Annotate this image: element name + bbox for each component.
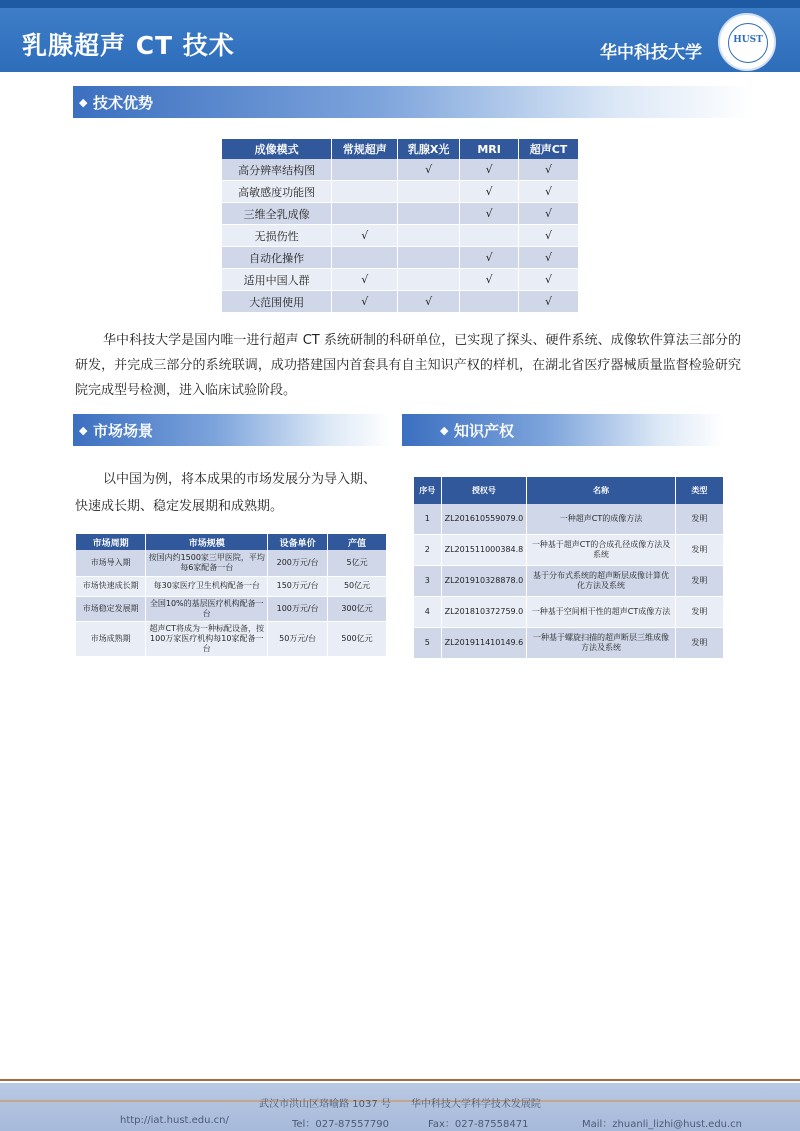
footer-address: 武汉市洪山区珞喻路 1037 号 华中科技大学科学技术发展院 <box>259 1099 541 1110</box>
table-cell: 按国内约1500家三甲医院，平均每6家配备一台 <box>146 550 268 576</box>
patent-table <box>414 477 724 659</box>
logo-ring <box>728 23 768 63</box>
footer-tel: Tel：027-87557790 <box>292 1119 389 1130</box>
table-cell: 50亿元 <box>328 576 387 596</box>
column-header: 类型 <box>675 477 723 504</box>
table-cell: √ <box>519 159 579 181</box>
table-cell: √ <box>398 159 460 181</box>
table-cell: √ <box>332 291 398 313</box>
section-header-market <box>73 414 391 446</box>
table-cell <box>398 225 460 247</box>
table-cell: √ <box>460 181 519 203</box>
section-title-market: 市场场景 <box>93 422 154 440</box>
table-row <box>76 550 387 576</box>
section-header-advantages <box>73 86 753 118</box>
table-cell: 适用中国人群 <box>222 269 332 291</box>
table-cell: 200万元/台 <box>268 550 328 576</box>
table-header-row <box>222 139 579 159</box>
table-row <box>414 628 724 659</box>
table-cell: 大范围使用 <box>222 291 332 313</box>
market-paragraph: 以中国为例，将本成果的市场发展分为导入期、快速成长期、稳定发展期和成熟期。 <box>75 472 377 514</box>
table-row <box>76 576 387 596</box>
column-header: 市场规模 <box>146 534 268 550</box>
table-cell: ZL201911410149.6 <box>441 628 527 659</box>
table-cell <box>332 181 398 203</box>
table-cell: √ <box>460 203 519 225</box>
table-cell: √ <box>460 159 519 181</box>
footer-mail-link[interactable]: Mail：zhuanli_lizhi@hust.edu.cn <box>582 1119 743 1130</box>
table-row <box>414 535 724 566</box>
table-cell: 150万元/台 <box>268 576 328 596</box>
table-cell: 发明 <box>675 566 723 597</box>
table-cell: 1 <box>414 504 441 535</box>
table-cell: 500亿元 <box>328 621 387 656</box>
table-cell: 3 <box>414 566 441 597</box>
table-cell: 4 <box>414 597 441 628</box>
table-cell <box>398 181 460 203</box>
table-cell: 市场导入期 <box>76 550 146 576</box>
table-row <box>222 269 579 291</box>
table-cell: 市场成熟期 <box>76 621 146 656</box>
market-table <box>76 534 387 657</box>
table-cell: √ <box>519 225 579 247</box>
table-cell: 一种基于空间相干性的超声CT成像方法 <box>527 597 676 628</box>
table-cell: √ <box>460 269 519 291</box>
diamond-bullet-icon: ◆ <box>79 96 88 109</box>
column-header: 市场周期 <box>76 534 146 550</box>
table-cell: 市场稳定发展期 <box>76 596 146 621</box>
table-cell <box>398 203 460 225</box>
table-cell <box>398 269 460 291</box>
header-stripe <box>0 0 800 8</box>
table-cell: √ <box>519 269 579 291</box>
table-cell: √ <box>519 291 579 313</box>
column-header: MRI <box>460 139 519 159</box>
section-title-advantages: 技术优势 <box>93 94 154 112</box>
diamond-bullet-icon: ◆ <box>440 424 449 437</box>
table-cell: 发明 <box>675 628 723 659</box>
table-cell: √ <box>519 181 579 203</box>
table-cell: 发明 <box>675 504 723 535</box>
table-cell: 发明 <box>675 535 723 566</box>
comparison-table <box>222 139 579 313</box>
column-header: 乳腺X光 <box>398 139 460 159</box>
section-title-ip: 知识产权 <box>454 422 515 440</box>
table-cell: 一种超声CT的成像方法 <box>527 504 676 535</box>
advantages-paragraph: 华中科技大学是国内唯一进行超声 CT 系统研制的科研单位，已实现了探头、硬件系统、成像软件算法三部分的研发，并完成三部分的系统联调，成功搭建国内首套具有自主知识产权的样机，在湖北省医疗器械质量监督检验研究院完成型号检测，进入临床试验阶段。 <box>75 333 741 398</box>
footer-fax: Fax：027-87558471 <box>428 1119 529 1130</box>
table-cell: 全国10%的基层医疗机构配备一台 <box>146 596 268 621</box>
table-cell <box>332 159 398 181</box>
table-header-row <box>76 534 387 550</box>
column-header: 名称 <box>527 477 676 504</box>
table-cell: 5 <box>414 628 441 659</box>
table-cell: 高敏感度功能图 <box>222 181 332 203</box>
column-header: 序号 <box>414 477 441 504</box>
table-row <box>414 504 724 535</box>
table-cell: 自动化操作 <box>222 247 332 269</box>
table-cell: √ <box>332 269 398 291</box>
table-row <box>414 597 724 628</box>
column-header: 授权号 <box>441 477 527 504</box>
table-cell: 一种基于螺旋扫描的超声断层三维成像方法及系统 <box>527 628 676 659</box>
table-cell <box>398 247 460 269</box>
table-row <box>222 159 579 181</box>
table-cell: √ <box>519 203 579 225</box>
footer-website-link[interactable]: http://iat.hust.edu.cn/ <box>120 1115 229 1126</box>
footer-rule <box>0 1079 800 1081</box>
table-cell: 300亿元 <box>328 596 387 621</box>
column-header: 常规超声 <box>332 139 398 159</box>
table-cell: 5亿元 <box>328 550 387 576</box>
table-cell <box>460 225 519 247</box>
table-cell <box>460 291 519 313</box>
table-cell: √ <box>460 247 519 269</box>
page-title: 乳腺超声 CT 技术 <box>22 31 235 60</box>
table-cell <box>332 247 398 269</box>
table-row <box>222 247 579 269</box>
table-cell: √ <box>519 247 579 269</box>
table-cell: 基于分布式系统的超声断层成像计算优化方法及系统 <box>527 566 676 597</box>
table-header-row <box>414 477 724 504</box>
org-name: 华中科技大学 <box>600 43 702 63</box>
table-cell: √ <box>398 291 460 313</box>
table-row <box>222 225 579 247</box>
table-cell: 一种基于超声CT的合成孔径成像方法及系统 <box>527 535 676 566</box>
table-row <box>222 291 579 313</box>
column-header: 超声CT <box>519 139 579 159</box>
table-row <box>76 596 387 621</box>
table-cell: ZL201511000384.8 <box>441 535 527 566</box>
table-cell: 超声CT将成为一种标配设备，按100万家医疗机构每10家配备一台 <box>146 621 268 656</box>
table-cell: 100万元/台 <box>268 596 328 621</box>
table-cell: 三维全乳成像 <box>222 203 332 225</box>
table-cell: 发明 <box>675 597 723 628</box>
table-cell: 50万元/台 <box>268 621 328 656</box>
table-cell: 2 <box>414 535 441 566</box>
table-row <box>414 566 724 597</box>
table-cell: √ <box>332 225 398 247</box>
table-cell: ZL201910328878.0 <box>441 566 527 597</box>
table-cell: 市场快速成长期 <box>76 576 146 596</box>
table-cell: ZL201610559079.0 <box>441 504 527 535</box>
logo-mark: HUST <box>733 35 763 45</box>
column-header: 产值 <box>328 534 387 550</box>
section-header-ip <box>402 414 724 446</box>
table-cell <box>332 203 398 225</box>
university-logo <box>718 13 776 71</box>
table-row <box>222 181 579 203</box>
table-cell: 每30家医疗卫生机构配备一台 <box>146 576 268 596</box>
table-row <box>76 621 387 656</box>
table-row <box>222 203 579 225</box>
table-cell: ZL201810372759.0 <box>441 597 527 628</box>
table-cell: 无损伤性 <box>222 225 332 247</box>
table-cell: 高分辨率结构图 <box>222 159 332 181</box>
diamond-bullet-icon: ◆ <box>79 424 88 437</box>
column-header: 设备单价 <box>268 534 328 550</box>
column-header: 成像模式 <box>222 139 332 159</box>
